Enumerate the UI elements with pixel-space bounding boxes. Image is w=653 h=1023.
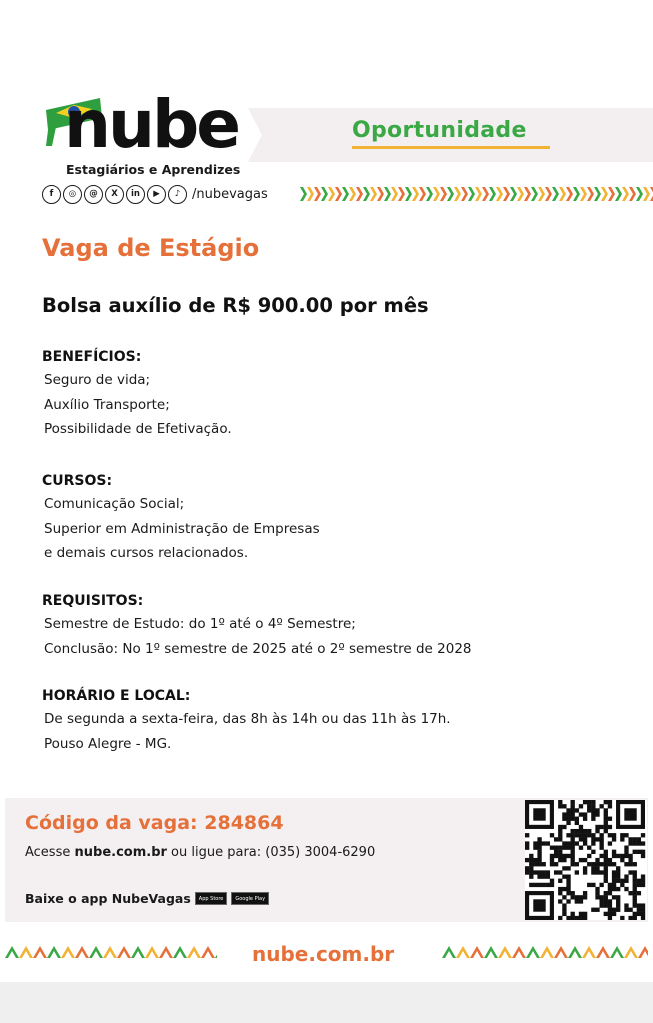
job-code: Código da vaga: 284864: [25, 812, 284, 834]
section-line: Seguro de vida;: [44, 372, 151, 388]
section-line: e demais cursos relacionados.: [44, 545, 249, 561]
section-heading: CURSOS:: [42, 473, 113, 489]
bottom-bar: [0, 982, 653, 1023]
google-play-badge[interactable]: Google Play: [231, 892, 269, 905]
section-line: De segunda a sexta-feira, das 8h às 14h ou das 11h às 17h.: [44, 711, 451, 727]
section-heading: BENEFÍCIOS:: [42, 349, 142, 365]
access-phone: ou ligue para: (035) 3004-6290: [166, 845, 376, 860]
app-store-badge[interactable]: App Store: [195, 892, 228, 905]
app-label: Baixe o app NubeVagas: [25, 891, 191, 906]
banner-label: Oportunidade: [352, 118, 527, 143]
job-title: Vaga de Estágio: [42, 234, 260, 262]
section-line: Auxílio Transporte;: [44, 396, 170, 413]
section-line: Semestre de Estudo: do 1º até o 4º Semestre;: [44, 616, 356, 632]
courses-section: [42, 470, 320, 566]
access-info: [25, 845, 375, 860]
nube-logo: [44, 86, 244, 178]
x-icon[interactable]: X: [105, 185, 124, 204]
banner-underline: [352, 146, 550, 149]
section-heading: REQUISITOS:: [42, 593, 144, 609]
zigzag-decoration-left: [5, 942, 217, 962]
threads-icon[interactable]: @: [84, 185, 103, 204]
tiktok-icon[interactable]: ♪: [168, 185, 187, 204]
logo-wordmark: nube: [64, 86, 238, 163]
section-line: Conclusão: No 1º semestre de 2025 até o 2º semestre de 2028: [44, 640, 472, 657]
section-heading: HORÁRIO E LOCAL:: [42, 688, 191, 704]
qr-code[interactable]: [525, 800, 647, 920]
chevron-pattern-decoration: [300, 186, 653, 202]
section-line: Comunicação Social;: [44, 496, 185, 512]
youtube-icon[interactable]: ▶: [147, 185, 166, 204]
section-line: Possibilidade de Efetivação.: [44, 421, 232, 437]
social-handle[interactable]: /nubevagas: [192, 186, 268, 202]
requirements-section: [42, 590, 472, 661]
benefits-section: [42, 346, 232, 442]
linkedin-icon[interactable]: in: [126, 185, 145, 204]
instagram-icon[interactable]: ◎: [63, 185, 82, 204]
facebook-icon[interactable]: f: [42, 185, 61, 204]
section-line: Superior em Administração de Empresas: [44, 520, 320, 537]
schedule-location-section: [42, 685, 451, 756]
stipend-text: Bolsa auxílio de R$ 900.00 por mês: [42, 294, 429, 317]
access-site-link[interactable]: nube.com.br: [74, 845, 167, 860]
social-links: [42, 184, 268, 204]
access-prefix: Acesse: [25, 845, 75, 860]
logo-tagline: Estagiários e Aprendizes: [66, 162, 241, 177]
section-line: Pouso Alegre - MG.: [44, 735, 172, 752]
app-download: [25, 891, 269, 906]
website-link[interactable]: nube.com.br: [252, 942, 395, 966]
zigzag-decoration-right: [442, 942, 648, 962]
